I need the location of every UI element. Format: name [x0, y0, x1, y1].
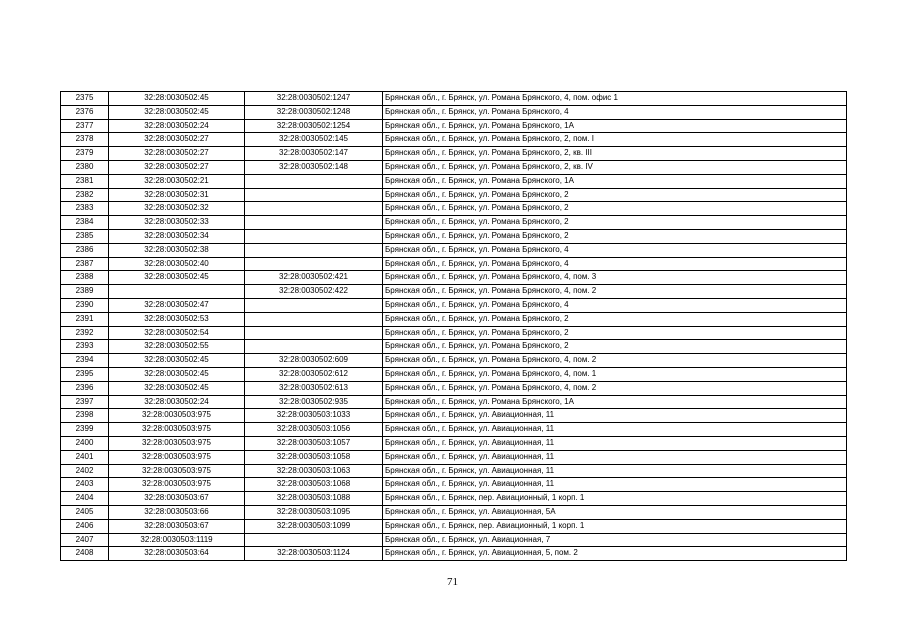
object-number-cell: 32:28:0030503:1095	[245, 505, 383, 519]
table-row	[61, 202, 847, 216]
address-cell: Брянская обл., г. Брянск, ул. Романа Брянского, 4, пом. 2	[383, 381, 847, 395]
address-cell: Брянская обл., г. Брянск, ул. Авиационная, 11	[383, 464, 847, 478]
row-number-cell: 2386	[61, 243, 109, 257]
address-cell: Брянская обл., г. Брянск, ул. Романа Брянского, 2	[383, 340, 847, 354]
row-number-cell: 2388	[61, 271, 109, 285]
object-number-cell: 32:28:0030502:147	[245, 147, 383, 161]
parcel-number-cell: 32:28:0030503:67	[109, 492, 245, 506]
object-number-cell: 32:28:0030503:1058	[245, 450, 383, 464]
row-number-cell: 2391	[61, 312, 109, 326]
parcel-number-cell: 32:28:0030502:54	[109, 326, 245, 340]
parcel-number-cell: 32:28:0030503:975	[109, 423, 245, 437]
table-row	[61, 423, 847, 437]
table-row	[61, 436, 847, 450]
parcel-number-cell: 32:28:0030502:34	[109, 229, 245, 243]
parcel-number-cell: 32:28:0030503:66	[109, 505, 245, 519]
row-number-cell: 2382	[61, 188, 109, 202]
parcel-number-cell: 32:28:0030503:975	[109, 464, 245, 478]
object-number-cell: 32:28:0030503:1088	[245, 492, 383, 506]
row-number-cell: 2399	[61, 423, 109, 437]
table-row	[61, 147, 847, 161]
parcel-number-cell: 32:28:0030502:45	[109, 105, 245, 119]
table-row	[61, 105, 847, 119]
object-number-cell: 32:28:0030503:1068	[245, 478, 383, 492]
parcel-number-cell	[109, 285, 245, 299]
row-number-cell: 2376	[61, 105, 109, 119]
table-row	[61, 492, 847, 506]
address-cell: Брянская обл., г. Брянск, ул. Романа Брянского, 4	[383, 298, 847, 312]
parcel-number-cell: 32:28:0030502:24	[109, 395, 245, 409]
table-row	[61, 409, 847, 423]
parcel-number-cell: 32:28:0030503:975	[109, 436, 245, 450]
address-cell: Брянская обл., г. Брянск, ул. Авиационная, 5, пом. 2	[383, 547, 847, 561]
parcel-number-cell: 32:28:0030503:1119	[109, 533, 245, 547]
address-cell: Брянская обл., г. Брянск, ул. Романа Брянского, 1А	[383, 395, 847, 409]
row-number-cell: 2394	[61, 354, 109, 368]
row-number-cell: 2402	[61, 464, 109, 478]
object-number-cell: 32:28:0030502:145	[245, 133, 383, 147]
object-number-cell: 32:28:0030503:1033	[245, 409, 383, 423]
row-number-cell: 2379	[61, 147, 109, 161]
address-cell: Брянская обл., г. Брянск, ул. Авиационная, 11	[383, 436, 847, 450]
table-row	[61, 450, 847, 464]
object-number-cell: 32:28:0030503:1124	[245, 547, 383, 561]
table-row	[61, 160, 847, 174]
row-number-cell: 2392	[61, 326, 109, 340]
row-number-cell: 2403	[61, 478, 109, 492]
table-row	[61, 395, 847, 409]
table-row	[61, 92, 847, 106]
row-number-cell: 2404	[61, 492, 109, 506]
table-row	[61, 216, 847, 230]
table-row	[61, 533, 847, 547]
address-cell: Брянская обл., г. Брянск, ул. Романа Брянского, 2	[383, 229, 847, 243]
parcel-number-cell: 32:28:0030502:24	[109, 119, 245, 133]
row-number-cell: 2384	[61, 216, 109, 230]
table-row	[61, 174, 847, 188]
parcel-number-cell: 32:28:0030502:33	[109, 216, 245, 230]
object-number-cell	[245, 243, 383, 257]
parcel-number-cell: 32:28:0030503:975	[109, 409, 245, 423]
address-cell: Брянская обл., г. Брянск, ул. Авиационная, 11	[383, 450, 847, 464]
address-cell: Брянская обл., г. Брянск, ул. Авиационная, 7	[383, 533, 847, 547]
parcel-number-cell: 32:28:0030502:27	[109, 160, 245, 174]
table-row	[61, 285, 847, 299]
table-row	[61, 478, 847, 492]
row-number-cell: 2383	[61, 202, 109, 216]
object-number-cell	[245, 202, 383, 216]
table-row	[61, 188, 847, 202]
object-number-cell: 32:28:0030502:1254	[245, 119, 383, 133]
parcel-number-cell: 32:28:0030502:53	[109, 312, 245, 326]
object-number-cell: 32:28:0030502:612	[245, 367, 383, 381]
object-number-cell	[245, 298, 383, 312]
row-number-cell: 2397	[61, 395, 109, 409]
object-number-cell: 32:28:0030502:1247	[245, 92, 383, 106]
table-row	[61, 243, 847, 257]
address-cell: Брянская обл., г. Брянск, ул. Романа Брянского, 2, пом. I	[383, 133, 847, 147]
table-body	[61, 92, 847, 561]
address-cell: Брянская обл., г. Брянск, ул. Романа Брянского, 4, пом. офис 1	[383, 92, 847, 106]
object-number-cell: 32:28:0030503:1056	[245, 423, 383, 437]
table-row	[61, 326, 847, 340]
table-row	[61, 464, 847, 478]
table-row	[61, 519, 847, 533]
parcel-number-cell: 32:28:0030503:975	[109, 450, 245, 464]
address-cell: Брянская обл., г. Брянск, ул. Романа Брянского, 1А	[383, 119, 847, 133]
parcel-number-cell: 32:28:0030502:45	[109, 381, 245, 395]
address-cell: Брянская обл., г. Брянск, пер. Авиационный, 1 корп. 1	[383, 519, 847, 533]
object-number-cell	[245, 216, 383, 230]
address-cell: Брянская обл., г. Брянск, ул. Авиационная, 11	[383, 423, 847, 437]
parcel-number-cell: 32:28:0030502:45	[109, 92, 245, 106]
row-number-cell: 2407	[61, 533, 109, 547]
address-cell: Брянская обл., г. Брянск, ул. Романа Брянского, 4	[383, 105, 847, 119]
row-number-cell: 2401	[61, 450, 109, 464]
object-number-cell	[245, 340, 383, 354]
row-number-cell: 2405	[61, 505, 109, 519]
parcel-number-cell: 32:28:0030502:45	[109, 271, 245, 285]
address-cell: Брянская обл., г. Брянск, пер. Авиационный, 1 корп. 1	[383, 492, 847, 506]
row-number-cell: 2377	[61, 119, 109, 133]
row-number-cell: 2385	[61, 229, 109, 243]
parcel-number-cell: 32:28:0030503:67	[109, 519, 245, 533]
table-row	[61, 271, 847, 285]
object-number-cell: 32:28:0030502:421	[245, 271, 383, 285]
object-number-cell	[245, 229, 383, 243]
row-number-cell: 2380	[61, 160, 109, 174]
address-cell: Брянская обл., г. Брянск, ул. Авиационная, 5А	[383, 505, 847, 519]
table-row	[61, 340, 847, 354]
table-row	[61, 133, 847, 147]
object-number-cell	[245, 257, 383, 271]
row-number-cell: 2378	[61, 133, 109, 147]
table-row	[61, 229, 847, 243]
address-cell: Брянская обл., г. Брянск, ул. Романа Брянского, 4, пом. 3	[383, 271, 847, 285]
address-cell: Брянская обл., г. Брянск, ул. Романа Брянского, 2, кв. III	[383, 147, 847, 161]
object-number-cell	[245, 174, 383, 188]
address-cell: Брянская обл., г. Брянск, ул. Романа Брянского, 2	[383, 188, 847, 202]
object-number-cell: 32:28:0030502:609	[245, 354, 383, 368]
row-number-cell: 2400	[61, 436, 109, 450]
object-number-cell: 32:28:0030502:613	[245, 381, 383, 395]
row-number-cell: 2408	[61, 547, 109, 561]
parcel-number-cell: 32:28:0030502:21	[109, 174, 245, 188]
table-row	[61, 312, 847, 326]
object-number-cell	[245, 312, 383, 326]
object-number-cell: 32:28:0030502:422	[245, 285, 383, 299]
row-number-cell: 2393	[61, 340, 109, 354]
table-row	[61, 119, 847, 133]
parcel-number-cell: 32:28:0030503:64	[109, 547, 245, 561]
address-cell: Брянская обл., г. Брянск, ул. Авиационная, 11	[383, 478, 847, 492]
parcel-number-cell: 32:28:0030502:55	[109, 340, 245, 354]
address-cell: Брянская обл., г. Брянск, ул. Авиационная, 11	[383, 409, 847, 423]
parcel-number-cell: 32:28:0030502:40	[109, 257, 245, 271]
parcel-number-cell: 32:28:0030502:45	[109, 354, 245, 368]
table-row	[61, 505, 847, 519]
row-number-cell: 2395	[61, 367, 109, 381]
parcel-number-cell: 32:28:0030502:31	[109, 188, 245, 202]
parcel-number-cell: 32:28:0030502:45	[109, 367, 245, 381]
parcel-number-cell: 32:28:0030503:975	[109, 478, 245, 492]
table-row	[61, 381, 847, 395]
address-cell: Брянская обл., г. Брянск, ул. Романа Брянского, 4	[383, 243, 847, 257]
row-number-cell: 2381	[61, 174, 109, 188]
table-row	[61, 257, 847, 271]
table-row	[61, 367, 847, 381]
table-row	[61, 354, 847, 368]
object-number-cell	[245, 188, 383, 202]
object-number-cell: 32:28:0030502:935	[245, 395, 383, 409]
object-number-cell: 32:28:0030503:1057	[245, 436, 383, 450]
table-row	[61, 298, 847, 312]
address-cell: Брянская обл., г. Брянск, ул. Романа Брянского, 4, пом. 2	[383, 285, 847, 299]
row-number-cell: 2406	[61, 519, 109, 533]
address-cell: Брянская обл., г. Брянск, ул. Романа Брянского, 2, кв. IV	[383, 160, 847, 174]
parcel-number-cell: 32:28:0030502:47	[109, 298, 245, 312]
object-number-cell	[245, 533, 383, 547]
object-number-cell: 32:28:0030502:1248	[245, 105, 383, 119]
object-number-cell: 32:28:0030502:148	[245, 160, 383, 174]
row-number-cell: 2390	[61, 298, 109, 312]
row-number-cell: 2389	[61, 285, 109, 299]
parcel-number-cell: 32:28:0030502:32	[109, 202, 245, 216]
address-cell: Брянская обл., г. Брянск, ул. Романа Брянского, 4	[383, 257, 847, 271]
table-row	[61, 547, 847, 561]
address-cell: Брянская обл., г. Брянск, ул. Романа Брянского, 4, пом. 2	[383, 354, 847, 368]
parcel-number-cell: 32:28:0030502:27	[109, 133, 245, 147]
address-cell: Брянская обл., г. Брянск, ул. Романа Брянского, 2	[383, 326, 847, 340]
address-cell: Брянская обл., г. Брянск, ул. Романа Брянского, 2	[383, 202, 847, 216]
object-number-cell: 32:28:0030503:1063	[245, 464, 383, 478]
address-cell: Брянская обл., г. Брянск, ул. Романа Брянского, 2	[383, 312, 847, 326]
row-number-cell: 2396	[61, 381, 109, 395]
page-number: 71	[447, 576, 458, 588]
address-cell: Брянская обл., г. Брянск, ул. Романа Брянского, 2	[383, 216, 847, 230]
object-number-cell	[245, 326, 383, 340]
row-number-cell: 2398	[61, 409, 109, 423]
address-cell: Брянская обл., г. Брянск, ул. Романа Брянского, 1А	[383, 174, 847, 188]
parcel-number-cell: 32:28:0030502:27	[109, 147, 245, 161]
object-number-cell: 32:28:0030503:1099	[245, 519, 383, 533]
parcel-number-cell: 32:28:0030502:38	[109, 243, 245, 257]
address-cell: Брянская обл., г. Брянск, ул. Романа Брянского, 4, пом. 1	[383, 367, 847, 381]
registry-table	[60, 91, 847, 561]
row-number-cell: 2387	[61, 257, 109, 271]
row-number-cell: 2375	[61, 92, 109, 106]
